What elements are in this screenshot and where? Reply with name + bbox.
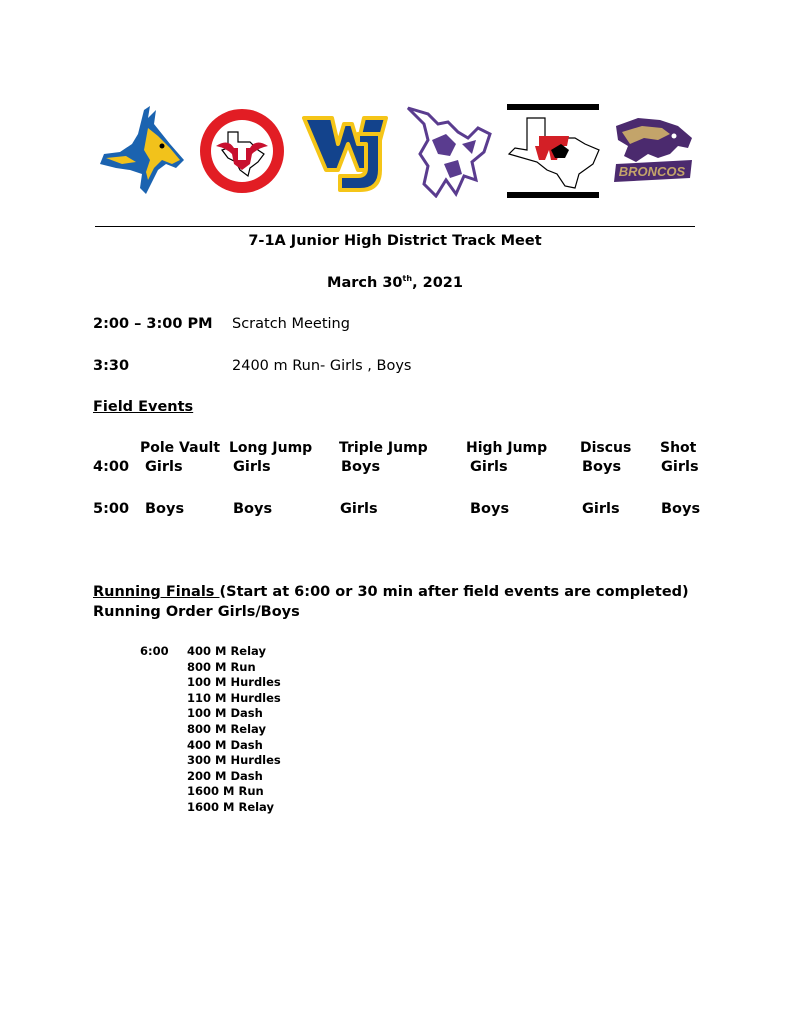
col-pole-vault: Pole Vault — [140, 440, 221, 456]
row-time: 4:00 — [93, 459, 130, 475]
cell-long-jump: Boys — [233, 501, 273, 517]
cell-discus: Boys — [582, 459, 622, 475]
running-finals-heading: Running Finals — [93, 584, 220, 600]
list-item: 200 M Dash — [187, 768, 263, 783]
list-item: 800 M Run — [187, 659, 256, 674]
running-order-heading: Running Order Girls/Boys — [93, 604, 300, 620]
cell-high-jump: Girls — [470, 459, 508, 475]
cell-triple-jump: Girls — [340, 501, 378, 517]
list-item: 1600 M Relay — [187, 799, 274, 814]
list-item: 300 M Hurdles — [187, 753, 281, 768]
date-main: March 30 — [327, 274, 403, 291]
cell-triple-jump: Boys — [341, 459, 381, 475]
purple-dragon-logo — [398, 104, 494, 198]
schedule-time-1: 2:00 – 3:00 PM — [93, 316, 213, 332]
list-item: 400 M Relay — [187, 644, 266, 658]
field-events-heading: Field Events — [93, 399, 194, 415]
date-year: , 2021 — [412, 274, 463, 291]
list-item: 800 M Relay — [187, 721, 266, 736]
header-divider — [95, 226, 695, 227]
page-title: 7-1A Junior High District Track Meet — [248, 233, 542, 249]
longhorn-texas-logo — [198, 104, 286, 198]
schedule-event-2: 2400 m Run- Girls , Boys — [232, 358, 412, 374]
cell-long-jump: Girls — [233, 459, 271, 475]
running-finals-line — [93, 584, 689, 600]
col-long-jump: Long Jump — [229, 440, 313, 456]
schedule-event-1: Scratch Meeting — [232, 316, 350, 332]
panther-texas-logo — [505, 104, 601, 198]
list-item: 110 M Hurdles — [187, 690, 281, 705]
deer-mascot-logo — [96, 104, 190, 198]
cell-shot: Girls — [661, 459, 699, 475]
cell-pole-vault: Boys — [145, 501, 185, 517]
broncos-wordmark: BRONCOS — [618, 164, 686, 179]
running-events-list — [187, 644, 281, 816]
wj-monogram-logo — [302, 104, 388, 198]
cell-discus: Girls — [582, 501, 620, 517]
col-discus: Discus — [580, 440, 632, 456]
list-item: 1600 M Run — [187, 784, 264, 799]
running-finals-note: (Start at 6:00 or 30 min after field events are completed) — [219, 584, 689, 600]
bronco-horse-logo — [608, 104, 696, 198]
cell-high-jump: Boys — [470, 501, 510, 517]
list-item: 100 M Hurdles — [187, 675, 281, 690]
meet-date — [95, 274, 695, 291]
schedule-time-2: 3:30 — [93, 358, 130, 374]
date-ordinal: th — [402, 274, 413, 283]
col-shot: Shot — [660, 440, 697, 456]
col-high-jump: High Jump — [466, 440, 548, 456]
list-item: 100 M Dash — [187, 706, 263, 721]
list-item: 400 M Dash — [187, 737, 263, 752]
cell-shot: Boys — [661, 501, 701, 517]
col-triple-jump: Triple Jump — [339, 440, 428, 456]
cell-pole-vault: Girls — [145, 459, 183, 475]
row-time: 5:00 — [93, 501, 130, 517]
running-start-time: 6:00 — [140, 644, 169, 658]
